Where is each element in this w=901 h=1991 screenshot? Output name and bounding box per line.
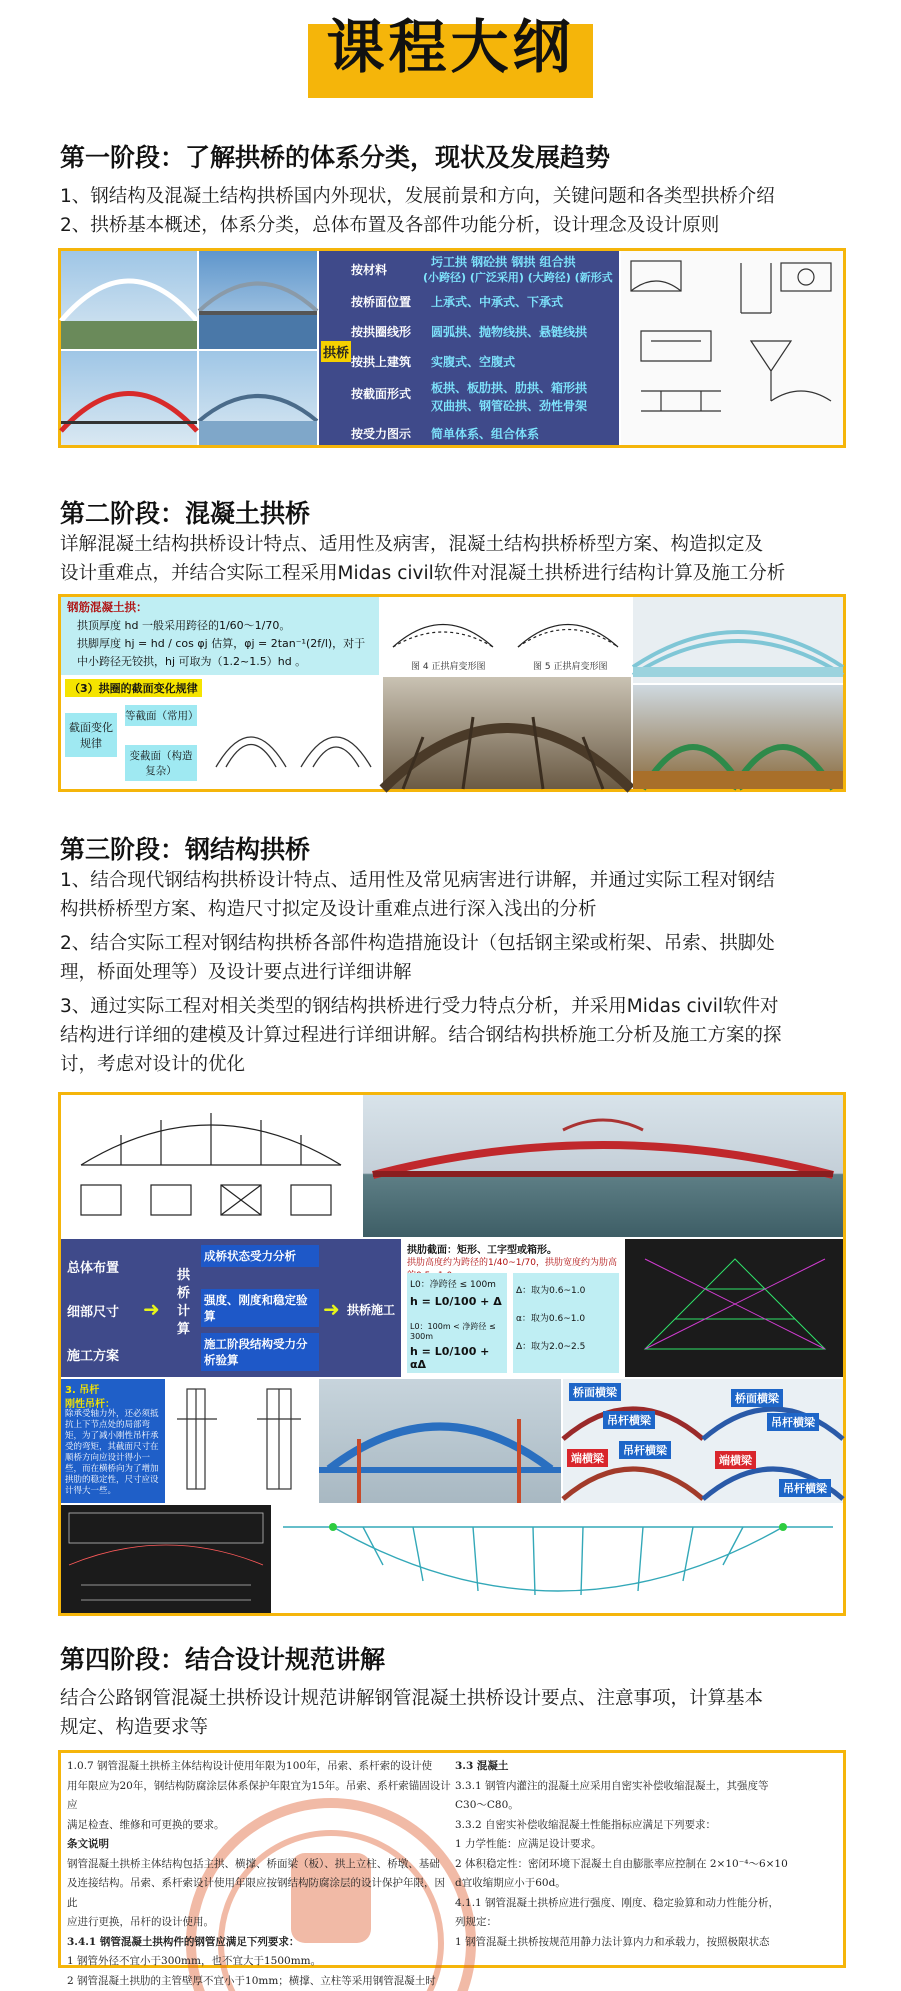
diagram-row-label: 按桥面位置 [351,293,411,310]
spec-right-line: d宜收缩期应小于60d。 [455,1874,839,1894]
crossbeam-photos [563,1379,843,1503]
calc-flowchart [61,1239,401,1377]
spec-left-line: 2 钢管混凝土拱肋的主管壁厚不宜小于10mm；横撑、立柱等采用钢管混凝土时 [67,1972,451,1991]
spec-right-line: 1 钢管混凝土拱桥按规范用静力法计算内力和承载力，按照极限状态 [455,1933,839,1953]
photo-arch-construction [383,677,631,789]
formula-range-3: Δ：取为2.0~2.5 [516,1339,585,1352]
hanger-detail-drawing [167,1379,317,1503]
flow-left-item: 细部尺寸 [67,1301,119,1320]
render-arch-model [633,597,843,683]
diagram-row-values: 实腹式、空腹式 [431,353,515,370]
formula-right-card [513,1273,619,1373]
formula-range-1: Δ：取为0.6~1.0 [516,1283,585,1296]
tag-hanger-beam: 吊杆横梁 [619,1441,671,1459]
photo-blue-arch-bridge [199,351,317,445]
spec-left-line: 条文说明 [67,1835,451,1855]
tag-hanger-beam: 吊杆横梁 [603,1411,655,1429]
hanger-sub: 刚性吊杆： [65,1395,115,1410]
diagram-root: 拱桥 [321,341,351,362]
stage1-heading: 第一阶段：了解拱桥的体系分类，现状及发展趋势 [60,138,610,174]
spec-left-line: 应进行更换，吊杆的设计使用。 [67,1913,451,1933]
photo-red-arch-bridge [61,351,197,445]
diagram-row-label: 按拱上建筑 [351,353,411,370]
spec-right-line: 3.3.2 自密实补偿收缩混凝土性能指标应满足下列要求： [455,1816,839,1836]
stage4-line-2: 规定、构造要求等 [60,1713,208,1742]
spec-left-column [67,1757,451,1991]
diagram-row-sub: 双曲拱、钢管砼拱、劲性骨架 [431,397,587,414]
flow-left-item: 总体布置 [67,1257,119,1276]
stage2-heading: 第二阶段：混凝土拱桥 [60,494,310,530]
diagram-row-label: 按拱圈线形 [351,323,411,340]
formula-cond-1: L0：净跨径 ≤ 100m [410,1277,496,1290]
section-rule-left: 截面变化规律 [65,713,117,757]
formula-1: h = L0/100 + Δ [410,1295,502,1308]
stage2-line-1: 详解混凝土结构拱桥设计特点、适用性及病害，混凝土结构拱桥桥型方案、构造拟定及 [60,530,763,559]
diagram-row-values: 上承式、中承式、下承式 [431,293,563,310]
section-option-2: 变截面（构造复杂） [125,745,197,781]
stage3-line-1: 1、结合现代钢结构拱桥设计特点、适用性及常见病害进行讲解，并通过实际工程对钢结 [60,866,775,895]
stage3-figure-panel [58,1092,846,1616]
stage3-heading: 第三阶段：钢结构拱桥 [60,830,310,866]
stage2-line-2: 设计重难点，并结合实际工程采用Midas civil软件对混凝土拱桥进行结构计算及施工分析 [60,559,785,588]
formula-range-2: α：取为0.6~1.0 [516,1311,585,1324]
flow-right-item: 施工阶段结构受力分析验算 [201,1333,319,1371]
arrow-right-icon: ➜ [323,1297,340,1321]
tag-end-beam: 端横梁 [567,1449,608,1467]
deformation-diagrams [383,597,631,675]
stage3-line-2: 构拱桥桥型方案、构造尺寸拟定及设计重难点进行深入浅出的分析 [60,895,597,924]
thickness-note-box [61,597,379,675]
section-variation-box [61,675,379,789]
cad-structure-drawing [625,1239,843,1377]
formula-head: 拱肋截面：矩形、工字型或箱形。 [407,1241,557,1256]
spec-left-line: 满足检查、维修和可更换的要求。 [67,1816,451,1836]
tag-hanger-beam: 吊杆横梁 [779,1479,831,1497]
tag-hanger-beam: 吊杆横梁 [767,1413,819,1431]
spec-right-line: 1 力学性能：应满足设计要求。 [455,1835,839,1855]
stage3-line-6: 结构进行详细的建模及计算过程进行详细讲解。结合钢结构拱桥施工分析及施工方案的探 [60,1021,782,1050]
classification-diagram [319,251,619,445]
fig5-caption: 图 5 正拱肩变形图 [533,659,607,672]
spec-right-line: 列规定： [455,1913,839,1933]
note-line-2: 拱脚厚度 hj = hd / cos φj 估算，φj = 2tan⁻¹(2f/l)，对于 [77,635,365,651]
photo-red-steel-bridge [363,1095,843,1237]
stage3-line-7: 讨，考虑对设计的优化 [60,1050,245,1079]
stage2-figure-panel [58,594,846,792]
diagram-row-label: 按材料 [351,261,387,278]
section-rule-title: （3）拱圈的截面变化规律 [65,679,202,697]
page-title: 课程大纲 [326,13,574,81]
flow-right-item: 强度、刚度和稳定验算 [201,1289,319,1327]
flow-left-item: 施工方案 [67,1345,119,1364]
tag-deck-beam: 桥面横梁 [569,1383,621,1401]
spec-left-line: 1.0.7 钢管混凝土拱桥主体结构设计使用年限为100年，吊索、系杆索的设计使 [67,1757,451,1777]
note-line-1: 拱顶厚度 hd 一般采用跨径的1/60～1/70。 [77,617,290,633]
formula-line2: 拱肋高度约为跨径的1/40~1/70，拱肋宽度约为肋高 [407,1255,621,1281]
title-highlight [308,24,592,98]
title-banner [0,14,901,98]
spec-left-line: 及连接结构。吊索、系杆索设计使用年限应按钢结构防腐涂层的设计保护年限，因此 [67,1874,451,1913]
arch-3d-model [273,1505,843,1613]
spec-right-line: 2 体积稳定性：密闭环境下混凝土自由膨胀率应控制在 2×10⁻⁴～6×10 [455,1855,839,1875]
stage1-line-1: 1、钢结构及混凝土结构拱桥国内外现状，发展前景和方向，关键问题和各类型拱桥介绍 [60,182,775,211]
diagram-row-values: 板拱、板肋拱、肋拱、箱形拱 [431,379,587,396]
stage4-line-1: 结合公路钢管混凝土拱桥设计规范讲解钢管混凝土拱桥设计要点、注意事项，计算基本 [60,1684,763,1713]
diagram-row-values: 圆弧拱、抛物线拱、悬链线拱 [431,323,587,340]
hanger-body: 除承受轴力外，还必须抵抗上下节点处的局部弯矩，为了减小刚性吊杆承受的弯矩，其截面尺寸在顺桥方向应设计得小一些，而在横桥向为了增加拱肋的稳定性，尺寸应设计得大一些。 [65,1409,161,1497]
diagram-row-values: 圬工拱 钢砼拱 钢拱 组合拱 [431,253,576,270]
hanger-title: 3. 吊杆 [65,1381,99,1396]
stage1-line-2: 2、拱桥基本概述，体系分类，总体布置及各部件功能分析，设计理念及设计原则 [60,211,719,240]
spec-right-line: 3.3.1 钢管内灌注的混凝土应采用自密实补偿收缩混凝土，其强度等 [455,1777,839,1797]
stage4-heading: 第四阶段：结合设计规范讲解 [60,1640,385,1676]
section-option-1: 等截面（常用） [125,705,197,726]
steel-arch-drawing [61,1095,361,1237]
tag-end-beam: 端横梁 [715,1451,756,1469]
spec-left-line: 用年限应为20年，钢结构防腐涂层体系保护年限宜为15年。吊索、系杆索锚固设计应 [67,1777,451,1816]
tag-deck-beam: 桥面横梁 [731,1389,783,1407]
flow-right-item: 成桥状态受力分析 [201,1245,319,1267]
stage3-line-3: 2、结合实际工程对钢结构拱桥各部件构造措施设计（包括钢主梁或桁架、吊索、拱脚处 [60,929,775,958]
spec-left-line: 1 钢管外径不宜小于300mm，也不宜大于1500mm。 [67,1952,451,1972]
note-title: 钢筋混凝土拱： [67,599,148,615]
note-line-3: 中小跨径无铰拱，hj 可取为（1.2~1.5）hd 。 [77,653,306,669]
arrow-right-icon: ➜ [143,1297,160,1321]
diagram-row-label: 按截面形式 [351,385,411,402]
stage4-spec-panel [58,1750,846,1968]
photo-blue-arch-construction [319,1379,561,1503]
diagram-row-sub: (小跨径) (广泛采用) (大跨径) (新形式 [423,269,613,285]
flow-end: 拱桥施工 [347,1301,395,1318]
rib-formula-box [403,1239,623,1377]
stage1-figure-panel [58,248,846,448]
fig4-caption: 图 4 正拱肩变形图 [411,659,485,672]
photo-formwork [633,685,843,789]
formula-left-card [407,1273,507,1373]
stage3-line-4: 理，桥面处理等）及设计要点进行详细讲解 [60,958,412,987]
cad-arch-plan [61,1505,271,1613]
flow-mid: 拱桥计算 [177,1267,191,1339]
spec-right-line: C30～C80。 [455,1796,839,1816]
formula-2: h = L0/100 + αΔ [410,1345,507,1371]
photo-white-arch-bridge [61,251,197,349]
spec-left-line: 钢管混凝土拱桥主体结构包括主拱、横撑、桥面梁（板）、拱上立柱、桥墩、基础 [67,1855,451,1875]
diagram-row-label: 按受力图示 [351,425,411,442]
hanger-note-box [61,1379,165,1503]
photo-steel-arch-bridge [199,251,317,349]
spec-left-line: 3.4.1 钢管混凝土拱构件的钢管应满足下列要求： [67,1933,451,1953]
spec-right-line: 4.1.1 钢管混凝土拱桥应进行强度、刚度、稳定验算和动力性能分析， [455,1894,839,1914]
diagram-row-values: 简单体系、组合体系 [431,425,539,442]
spec-right-line: 3.3 混凝土 [455,1757,839,1777]
formula-cond-2: L0：100m < 净跨径 ≤ 300m [410,1321,507,1341]
spec-right-column [455,1757,839,1952]
stage3-line-5: 3、通过实际工程对相关类型的钢结构拱桥进行受力特点分析，并采用Midas civil软件对 [60,992,779,1021]
section-drawings [621,251,843,445]
